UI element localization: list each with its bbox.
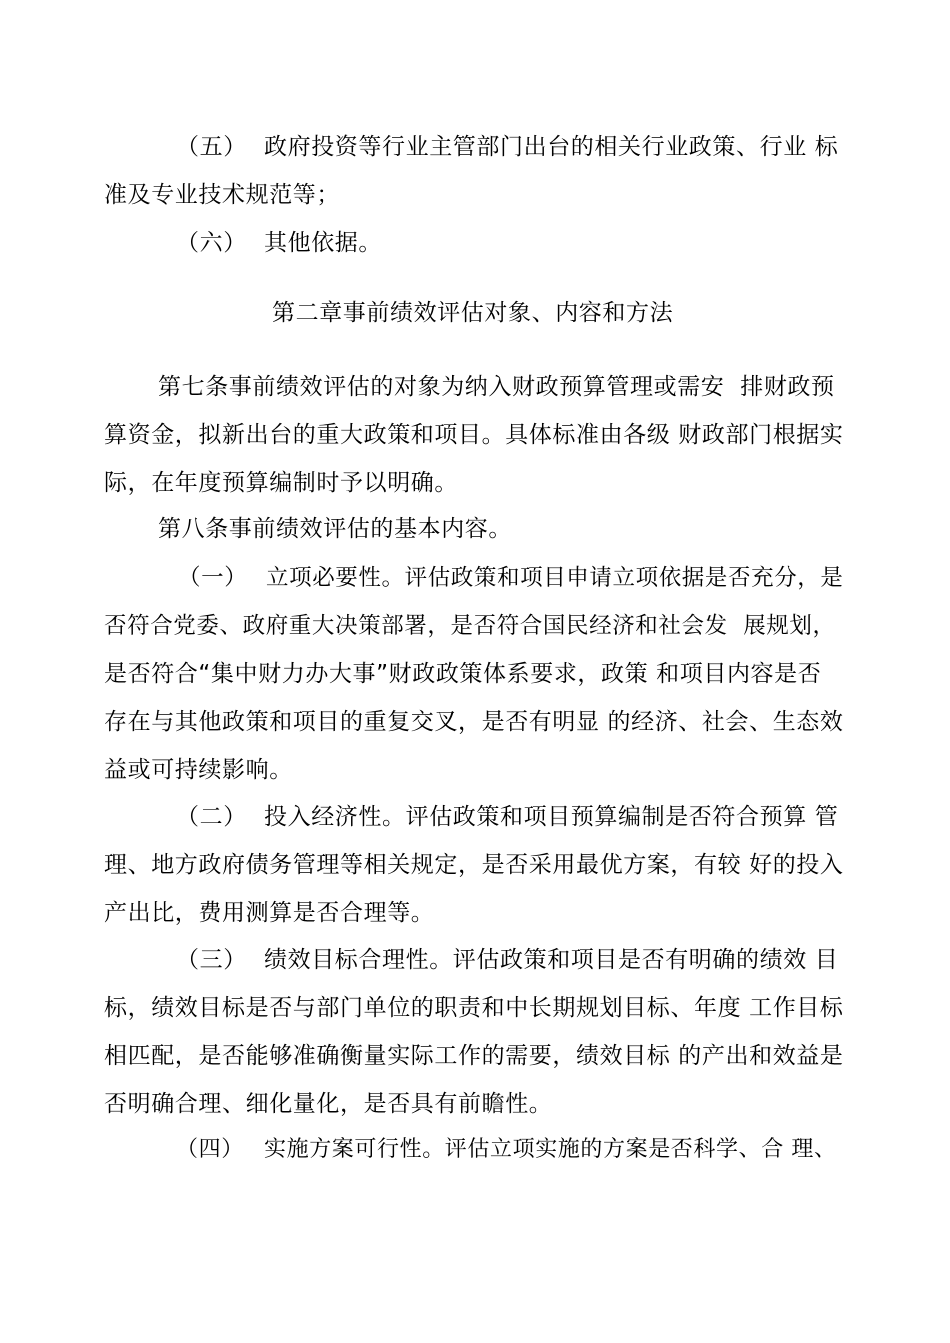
paragraph-line: [104, 993, 844, 1023]
line-text: 投入经济性。评估政策和项目预算编制是否符合预算 管: [264, 804, 839, 830]
paragraph-line: [104, 898, 434, 928]
paragraph-line: [176, 802, 838, 832]
paragraph-line: [176, 1135, 837, 1165]
chapter-heading: 第二章事前绩效评估对象、内容和方法: [272, 300, 674, 326]
paragraph-line: [104, 611, 836, 641]
item-number: （一）: [178, 565, 248, 591]
line-text: 是否符合“集中财力办大事”财政政策体系要求，政策 和项目内容是否: [104, 661, 822, 687]
item-number: （四）: [176, 1137, 244, 1162]
line-text: 理、地方政府债务管理等相关规定，是否采用最优方案，有较 好的投入: [104, 852, 844, 878]
line-text: 第七条事前绩效评估的对象为纳入财政预算管理或需安 排财政预: [158, 374, 835, 400]
line-text: 政府投资等行业主管部门出台的相关行业政策、行业 标: [264, 134, 839, 160]
paragraph-line: [176, 132, 838, 162]
item-number: （五）: [176, 134, 247, 160]
line-text: 第八条事前绩效评估的基本内容。: [158, 516, 512, 542]
paragraph-line: [158, 514, 512, 544]
line-text: 算资金，拟新出台的重大政策和项目。具体标准由各级 财政部门根据实: [104, 422, 844, 448]
line-text: 绩效目标合理性。评估政策和项目是否有明确的绩效 目: [264, 947, 839, 973]
line-text: 产出比，费用测算是否合理等。: [104, 900, 435, 926]
item-number: （三）: [176, 947, 247, 973]
line-text: 准及专业技术规范等；: [104, 182, 340, 208]
paragraph-line: [104, 755, 293, 785]
paragraph-line: [158, 372, 835, 402]
paragraph-line: [176, 228, 382, 258]
item-number: （六）: [176, 230, 247, 256]
paragraph-line: [104, 659, 821, 689]
line-text: 否明确合理、细化量化，是否具有前瞻性。: [104, 1091, 553, 1117]
paragraph-line: [104, 1041, 844, 1071]
paragraph-line: [104, 468, 458, 498]
line-text: 立项必要性。评估政策和项目申请立项依据是否充分，是: [266, 565, 844, 591]
paragraph-line: [104, 420, 844, 450]
line-text: 存在与其他政策和项目的重复交叉，是否有明显 的经济、社会、生态效: [104, 709, 844, 735]
line-text: 实施方案可行性。评估立项实施的方案是否科学、合 理、: [264, 1137, 837, 1162]
line-text: 其他依据。: [264, 230, 382, 256]
line-text: 否符合党委、政府重大决策部署，是否符合国民经济和社会发 展规划，: [104, 613, 836, 639]
line-text: 益或可持续影响。: [104, 757, 293, 783]
paragraph-line: [104, 850, 844, 880]
line-text: 标，绩效目标是否与部门单位的职责和中长期规划目标、年度 工作目标: [104, 995, 844, 1021]
paragraph-line: [176, 945, 838, 975]
paragraph-line: [104, 180, 340, 210]
line-text: 相匹配，是否能够准确衡量实际工作的需要，绩效目标 的产出和效益是: [104, 1043, 844, 1069]
paragraph-line: [104, 707, 844, 737]
line-text: 际，在年度预算编制时予以明确。: [104, 470, 458, 496]
paragraph-line: [178, 563, 844, 593]
item-number: （二）: [176, 804, 247, 830]
paragraph-line: [104, 1089, 552, 1119]
